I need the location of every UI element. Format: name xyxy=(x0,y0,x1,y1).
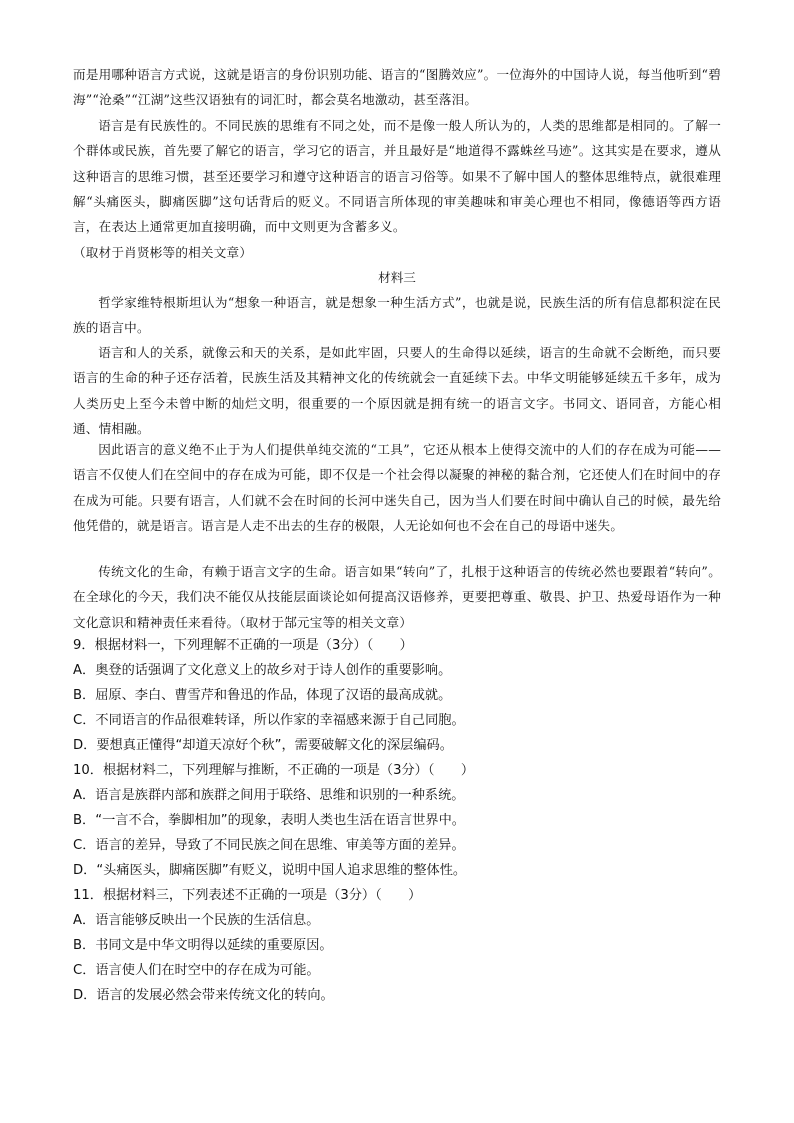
question-10-stem: 10．根据材料二，下列理解与推断，不正确的一项是（3分）（ ） xyxy=(73,763,475,778)
material-3-title: 材料三 xyxy=(378,270,416,285)
question-11-stem: 11．根据材料三，下列表述不正确的一项是（3分）（ ） xyxy=(73,888,422,903)
question-10-option-a: A．语言是族群内部和族群之间用于联络、思维和识别的一种系统。 xyxy=(73,788,465,803)
passage-source-note: （取材于肖贤彬等的相关文章） xyxy=(73,245,253,260)
question-11-option-c: C．语言使人们在时空中的存在成为可能。 xyxy=(73,963,320,978)
passage-paragraph-6: 传统文化的生命，有赖于语言文字的生命。语言如果“转向”了，扎根于这种语言的传统必然也要跟着“转向”。在全球化的今天，我们决不能仅从技能层面谈论如何提高汉语修养，更要把尊重、敬畏、护卫、热爱母语作为一种文化意识和精神责任来看待。（取材于郜元宝等的相关文章） xyxy=(73,564,721,630)
passage-paragraph-5: 因此语言的意义绝不止于为人们提供单纯交流的“工具”，它还从根本上使得交流中的人们的存在成为可能——语言不仅使人们在空间中的存在成为可能，即不仅是一个社会得以凝聚的神秘的黏合剂，它还使人们在时间中的存在成为可能。只要有语言，人们就不会在时间的长河中迷失自己，因为当人们要在时间中确认自己的时候，最先给他凭借的，就是语言。语言是人走不出去的生存的极限，人无论如何也不会在自己的母语中迷失。 xyxy=(73,442,721,533)
passage-paragraph-2: 语言是有民族性的。不同民族的思维有不同之处，而不是像一般人所认为的，人类的思维都是相同的。了解一个群体或民族，首先要了解它的语言，学习它的语言，并且最好是“地道得不露蛛丝马迹”。这其实是在要求，遵从这种语言的思维习惯，甚至还要学习和遵守这种语言的语言习俗等。如果不了解中国人的整体思维特点，就很难理解“头痛医头，脚痛医脚”这句话背后的贬义。不同语言所体现的审美趣味和审美心理也不相同，像德语等西方语言，在表达上通常更加直接明确，而中文则更为含蓄多义。 xyxy=(73,118,721,235)
question-11-option-b: B．书同文是中华文明得以延续的重要原因。 xyxy=(73,938,333,953)
question-10-option-c: C．语言的差异，导致了不同民族之间在思维、审美等方面的差异。 xyxy=(73,838,465,853)
question-9-option-c: C．不同语言的作品很难转译，所以作家的幸福感来源于自己同胞。 xyxy=(73,713,465,728)
question-9-option-b: B．屈原、李白、曹雪芹和鲁迅的作品，体现了汉语的最高成就。 xyxy=(73,688,452,703)
passage-paragraph-4: 语言和人的关系，就像云和天的关系，是如此牢固，只要人的生命得以延续，语言的生命就不会断绝，而只要语言的生命的种子还存活着，民族生活及其精神文化的传统就会一直延续下去。中华文明能够延续五千多年，成为人类历史上至今未曾中断的灿烂文明，很重要的一个原因就是拥有统一的语言文字。书同文、语同音，方能心相通、情相融。 xyxy=(73,345,721,436)
passage-paragraph-3: 哲学家维特根斯坦认为“想象一种语言，就是想象一种生活方式”，也就是说，民族生活的所有信息都积淀在民族的语言中。 xyxy=(73,295,721,336)
question-9-option-a: A．奥登的话强调了文化意义上的故乡对于诗人创作的重要影响。 xyxy=(73,663,452,678)
question-10-option-b: B．“一言不合，拳脚相加”的现象，表明人类也生活在语言世界中。 xyxy=(73,813,465,828)
passage-paragraph-1: 而是用哪种语言方式说，这就是语言的身份识别功能、语言的“图腾效应”。一位海外的中国诗人说，每当他听到“碧海”“沧桑”“江湖”这些汉语独有的词汇时，都会莫名地激动，甚至落泪。 xyxy=(73,67,721,108)
question-9-stem: 9．根据材料一，下列理解不正确的一项是（3分）（ ） xyxy=(73,638,413,653)
question-11-option-a: A．语言能够反映出一个民族的生活信息。 xyxy=(73,913,320,928)
question-9-option-d: D．要想真正懂得“却道天凉好个秋”，需要破解文化的深层编码。 xyxy=(73,738,453,753)
question-10-option-d: D．“头痛医头，脚痛医脚”有贬义，说明中国人追求思维的整体性。 xyxy=(73,863,467,878)
question-11-option-d: D．语言的发展必然会带来传统文化的转向。 xyxy=(73,988,334,1003)
